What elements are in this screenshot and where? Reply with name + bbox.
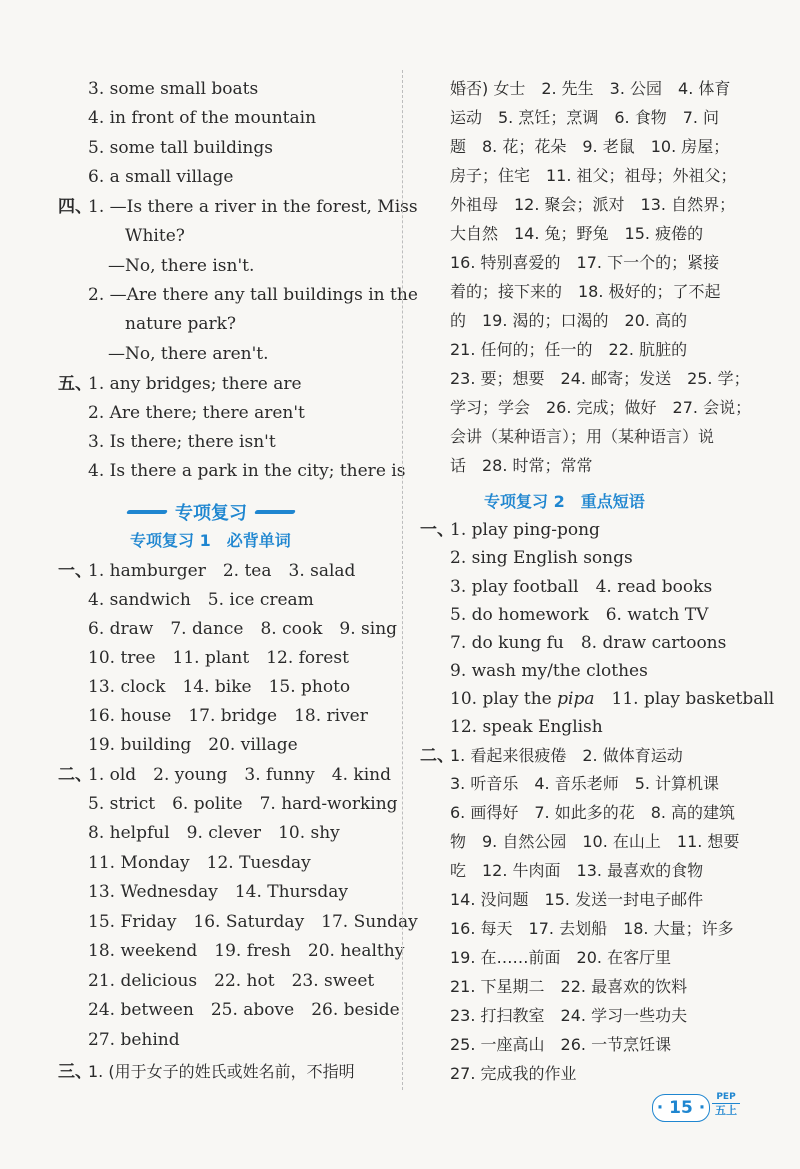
section-marker-3: 三、: [58, 1062, 92, 1082]
answer-line: 1. any bridges; there are: [88, 374, 302, 394]
answer-line: —No, there aren't.: [108, 344, 269, 364]
answer-line: 11. Monday 12. Tuesday: [88, 853, 311, 873]
column-divider: [402, 70, 403, 1090]
answer-line: 7. do kung fu 8. draw cartoons: [450, 633, 727, 653]
answer-line: 1. play ping-pong: [450, 520, 600, 540]
answer-line: 19. building 20. village: [88, 735, 298, 755]
answer-line: 13. Wednesday 14. Thursday: [88, 882, 348, 902]
page-number: · 15 ·: [652, 1094, 710, 1122]
answer-line: 1. old 2. young 3. funny 4. kind: [88, 765, 391, 785]
section-marker-1: 一、: [58, 561, 92, 581]
review1-heading: 专项复习 1 必背单词: [130, 531, 291, 550]
answer-line: 3. 听音乐 4. 音乐老师 5. 计算机课: [450, 774, 720, 793]
answer-line: 3. some small boats: [88, 79, 259, 99]
answer-line: 10. tree 11. plant 12. forest: [88, 648, 349, 668]
answer-line: 5. do homework 6. watch TV: [450, 605, 709, 625]
answer-line: 9. wash my/the clothes: [450, 661, 648, 681]
answer-line: 8. helpful 9. clever 10. shy: [88, 823, 340, 843]
answer-line: 21. 下星期二 22. 最喜欢的饮料: [450, 977, 688, 996]
section-marker-4: 四、: [58, 197, 92, 217]
edition-grade: 五上: [712, 1103, 740, 1117]
answer-line: 21. delicious 22. hot 23. sweet: [88, 971, 375, 991]
answer-line: 婚否) 女士 2. 先生 3. 公园 4. 体育: [450, 79, 731, 98]
answer-line: 房子；住宅 11. 祖父；祖母；外祖父；: [450, 166, 737, 185]
heading-bar-left: [126, 510, 168, 514]
answer-line: 23. 打扫教室 24. 学习一些功夫: [450, 1006, 688, 1025]
answer-line: 6. 画得好 7. 如此多的花 8. 高的建筑: [450, 803, 736, 822]
answer-line: 话 28. 时常；常常: [450, 456, 593, 475]
answer-line: 27. 完成我的作业: [450, 1064, 577, 1083]
answer-line: 1. 看起来很疲倦 2. 做体育运动: [450, 746, 683, 765]
answer-line: 3. play football 4. read books: [450, 577, 713, 597]
answer-line: 2. Are there; there aren't: [88, 403, 305, 423]
review-heading: [116, 500, 306, 524]
answer-line: 6. draw 7. dance 8. cook 9. sing: [88, 619, 398, 639]
answer-line: 24. between 25. above 26. beside: [88, 1000, 400, 1020]
answer-line: nature park?: [125, 314, 237, 334]
review-heading-title: 专项复习: [175, 503, 247, 524]
answer-line: 2. —Are there any tall buildings in the: [88, 285, 418, 305]
answer-line: 21. 任何的；任一的 22. 肮脏的: [450, 340, 688, 359]
section-marker-5: 五、: [58, 374, 92, 394]
answer-line: 23. 要；想要 24. 邮寄；发送 25. 学；: [450, 369, 750, 388]
section-marker-2: 二、: [420, 746, 454, 766]
answer-line: 16. 每天 17. 去划船 18. 大量；许多: [450, 919, 734, 938]
review2-heading: 专项复习 2 重点短语: [484, 492, 645, 511]
answer-line: 外祖母 12. 聚会；派对 13. 自然界；: [450, 195, 736, 214]
answer-line: 5. some tall buildings: [88, 138, 273, 158]
answer-line: 1. —Is there a river in the forest, Miss: [88, 197, 418, 217]
answer-line: 物 9. 自然公园 10. 在山上 11. 想要: [450, 832, 740, 851]
answer-line: 14. 没问题 15. 发送一封电子邮件: [450, 890, 704, 909]
answer-line: 16. 特别喜爱的 17. 下一个的；紧接: [450, 253, 720, 272]
section-marker-1: 一、: [420, 520, 454, 540]
answer-line: 2. sing English songs: [450, 548, 633, 568]
answer-line: 运动 5. 烹饪；烹调 6. 食物 7. 问: [450, 108, 720, 127]
edition-badge: [712, 1092, 740, 1117]
answer-line: 27. behind: [88, 1030, 180, 1050]
answer-line: —No, there isn't.: [108, 256, 255, 276]
answer-line: 15. Friday 16. Saturday 17. Sunday: [88, 912, 418, 932]
edition-series: PEP: [716, 1092, 736, 1102]
line10-italic: pipa: [557, 689, 595, 709]
answer-line: 1. (用于女子的姓氏或姓名前，不指明: [88, 1062, 355, 1081]
answer-line: [450, 689, 774, 709]
answer-line: White?: [125, 226, 185, 246]
answer-line: 19. 在……前面 20. 在客厅里: [450, 948, 672, 967]
line10-prefix: 10. play the: [450, 689, 558, 709]
answer-line: 1. hamburger 2. tea 3. salad: [88, 561, 356, 581]
answer-line: 16. house 17. bridge 18. river: [88, 706, 368, 726]
answer-line: 会讲（某种语言）；用（某种语言）说: [450, 427, 715, 446]
answer-line: 6. a small village: [88, 167, 234, 187]
answer-line: 着的；接下来的 18. 极好的；了不起: [450, 282, 721, 301]
answer-line: 大自然 14. 兔；野兔 15. 疲倦的: [450, 224, 704, 243]
answer-line: 吃 12. 牛肉面 13. 最喜欢的食物: [450, 861, 704, 880]
answer-line: 4. Is there a park in the city; there is: [88, 461, 406, 481]
section-marker-2: 二、: [58, 765, 92, 785]
heading-bar-right: [254, 510, 296, 514]
answer-line: 25. 一座高山 26. 一节烹饪课: [450, 1035, 672, 1054]
answer-line: 3. Is there; there isn't: [88, 432, 276, 452]
answer-line: 学习；学会 26. 完成；做好 27. 会说；: [450, 398, 752, 417]
answer-line: 4. sandwich 5. ice cream: [88, 590, 314, 610]
line10-suffix: 11. play basketball: [594, 689, 775, 709]
answer-line: 的 19. 渴的；口渴的 20. 高的: [450, 311, 688, 330]
answer-line: 12. speak English: [450, 717, 603, 737]
answer-line: 4. in front of the mountain: [88, 108, 317, 128]
answer-line: 13. clock 14. bike 15. photo: [88, 677, 351, 697]
answer-line: 18. weekend 19. fresh 20. healthy: [88, 941, 405, 961]
answer-line: 题 8. 花；花朵 9. 老鼠 10. 房屋；: [450, 137, 730, 156]
answer-line: 5. strict 6. polite 7. hard-working: [88, 794, 398, 814]
